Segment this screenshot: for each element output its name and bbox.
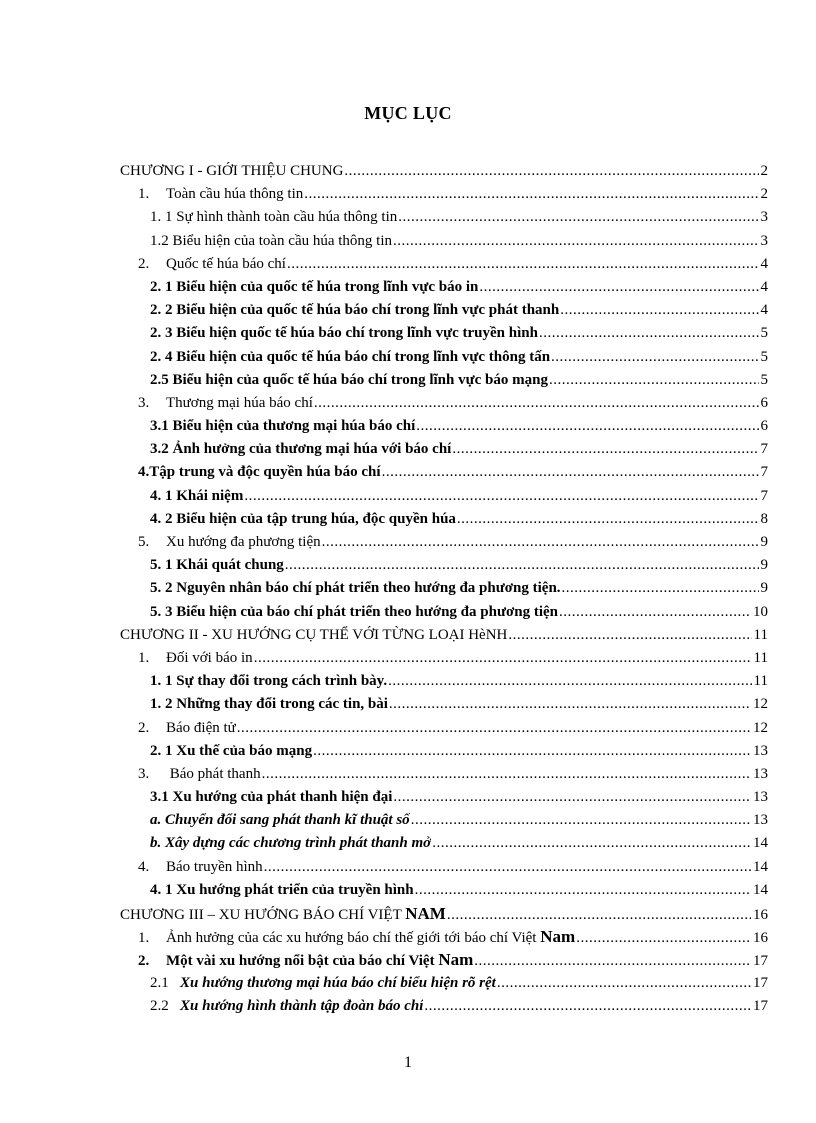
toc-entry[interactable] [120,856,768,879]
toc-entry[interactable] [120,647,768,670]
toc-entry-text: Báo truyền hình [166,858,263,875]
toc-page-number: 4 [760,278,768,295]
toc-entry[interactable] [120,693,768,716]
toc-dot-leader [508,624,751,647]
toc-page-number: 3 [760,232,768,249]
toc-page-number: 14 [753,858,768,875]
toc-dot-leader [576,927,751,948]
toc-entry-label [120,717,236,740]
toc-entry-label [120,948,473,971]
toc-entry-text: Ảnh hưởng của các xu hướng báo chí thế giới tới báo chí Việt [166,930,541,947]
toc-dot-leader [562,577,759,600]
toc-entry[interactable] [120,879,768,902]
toc-page-number: 7 [760,441,768,458]
toc-dot-leader [549,369,759,392]
toc-entry[interactable] [120,276,768,299]
toc-entry[interactable] [120,415,768,438]
toc-page-number: 16 [753,907,768,923]
toc-entry-label [120,624,507,647]
toc-entry-label [120,369,548,392]
toc-page-number: 13 [753,789,768,806]
toc-entry-text: Quốc tế húa báo chí [166,255,286,272]
toc-entry-text: Xu hướng hình thành tập đoàn báo chí [180,997,424,1014]
toc-dot-leader [447,904,751,925]
toc-entry[interactable] [120,508,768,531]
toc-entry-label [120,346,550,369]
toc-page-number: 7 [760,464,768,481]
toc-page-number: 4 [760,302,768,319]
toc-entry-number: 2.1 [150,974,169,991]
toc-dot-leader [452,438,758,461]
toc-entry-text: 1. 1 Sự hình thành toàn cầu húa thông tin [150,209,398,226]
toc-entry-text: 2. 2 Biểu hiện của quốc tế húa báo chí trong lĩnh vực phát thanh [150,302,560,319]
toc-dot-leader [424,995,751,1018]
toc-entry[interactable] [120,369,768,392]
toc-entry[interactable] [120,392,768,415]
toc-entry-label [120,554,284,577]
toc-dot-leader [264,856,751,879]
toc-entry[interactable] [120,809,768,832]
toc-entry[interactable] [120,670,768,693]
toc-entry-emphasis: Nam [540,927,576,947]
toc-entry-label [120,925,575,948]
toc-page-number: 12 [753,719,768,736]
toc-entry-text: 2.5 Biểu hiện của quốc tế húa báo chí trong lĩnh vực báo mạng [150,371,548,388]
toc-entry-number: 2.2 [150,997,169,1014]
toc-dot-leader [393,230,758,253]
toc-page-number: 13 [753,812,768,829]
toc-page-number: 5 [760,348,768,365]
toc-entry-text: b. Xây dựng các chương trình phát thanh mở [150,835,432,852]
toc-page-number: 17 [753,974,768,991]
toc-entry[interactable] [120,531,768,554]
toc-page-number: 8 [760,510,768,527]
toc-entry-text: 3.2 Ảnh hưởng của thương mại húa với báo chí [150,441,452,458]
toc-entry-text: CHƯƠNG I - GIỚI THIỆU CHUNG [120,163,344,179]
toc-entry-text: Xu hướng đa phương tiện [166,534,321,550]
toc-entry-text: 3.1 Biểu hiện của thương mại húa báo chí [150,418,416,435]
toc-entry-label [120,601,558,624]
toc-entry[interactable] [120,461,768,484]
toc-page-number: 9 [760,557,768,574]
toc-entry-label [120,740,312,763]
toc-entry-text: 2. 3 Biểu hiện quốc tế húa báo chí trong lĩnh vực truyền hình [150,325,538,342]
toc-dot-leader [314,392,759,415]
toc-dot-leader [457,508,759,531]
toc-entry[interactable] [120,322,768,345]
toc-entry-label [120,276,478,299]
toc-dot-leader [432,832,751,855]
toc-entry[interactable] [120,160,768,183]
toc-entry[interactable] [120,717,768,740]
toc-entry[interactable] [120,740,768,763]
toc-entry-label [120,786,392,809]
toc-page-number: 17 [753,953,768,970]
toc-dot-leader [415,879,751,902]
toc-dot-leader [416,415,758,438]
toc-dot-leader [389,693,751,716]
toc-entry[interactable] [120,438,768,461]
toc-dot-leader [304,183,758,206]
toc-dot-leader [497,972,751,995]
toc-entry-label [120,531,321,554]
page-number: 1 [404,1054,412,1071]
toc-dot-leader [287,253,759,276]
toc-entry-number: 4. [138,858,150,875]
toc-entry[interactable] [120,624,768,647]
toc-entry-label [120,160,343,183]
toc-page-number: 5 [760,325,768,342]
table-of-contents [120,160,768,1018]
toc-page-number: 11 [753,649,768,666]
toc-dot-leader [388,670,751,693]
toc-entry[interactable] [120,299,768,322]
toc-entry-number: 3. [138,394,150,411]
toc-entry-emphasis: NAM [405,904,446,923]
toc-entry-text: 5. 1 Khái quát chung [150,557,284,574]
toc-entry[interactable] [120,972,768,995]
toc-entry-text: a. Chuyển đổi sang phát thanh kĩ thuật số [150,812,410,829]
toc-entry[interactable] [120,601,768,624]
toc-entry-text: CHƯƠNG III – XU HƯỚNG BÁO CHÍ VIỆT [120,907,406,923]
toc-entry-label [120,253,286,276]
toc-dot-leader [244,485,758,508]
toc-entry[interactable] [120,902,768,925]
toc-dot-leader [551,346,758,369]
toc-entry-number: 2. [138,953,150,970]
toc-page-number: 5 [760,371,768,388]
toc-dot-leader [382,461,759,484]
toc-entry-label [120,647,253,670]
page-title: MỤC LỤC [364,103,452,123]
toc-page-number: 11 [753,673,768,690]
toc-entry-text: 2. 4 Biểu hiện của quốc tế húa báo chí trong lĩnh vực thông tấn [150,348,551,365]
toc-entry-text: Toàn cầu húa thông tin [166,186,304,203]
toc-entry-text: 2. 1 Biểu hiện của quốc tế húa trong lĩnh vực báo in [150,278,479,295]
toc-entry-text: 1. 2 Những thay đổi trong các tin, bài [150,696,388,713]
toc-page-number: 9 [760,534,768,550]
toc-entry[interactable] [120,786,768,809]
toc-entry-label [120,415,415,438]
toc-entry-label [120,299,559,322]
toc-dot-leader [393,786,751,809]
toc-dot-leader [560,299,758,322]
toc-entry[interactable] [120,253,768,276]
toc-entry-label [120,206,397,229]
toc-entry-number: 1. [138,186,150,203]
toc-page-number: 2 [760,163,768,179]
toc-page-number: 14 [753,881,768,898]
toc-entry-label [120,832,431,855]
toc-entry-text: Xu hướng thương mại húa báo chí biểu hiện rõ rệt [180,974,496,991]
toc-page-number: 16 [753,930,768,947]
toc-page-number: 2 [760,186,768,203]
toc-entry-emphasis: Nam [438,950,474,970]
toc-entry[interactable] [120,485,768,508]
toc-page-number: 14 [753,835,768,852]
toc-entry-label [120,230,392,253]
toc-dot-leader [262,763,751,786]
toc-entry[interactable] [120,206,768,229]
toc-dot-leader [559,601,751,624]
toc-entry[interactable] [120,763,768,786]
toc-dot-leader [322,531,759,554]
toc-entry-label [120,670,387,693]
toc-dot-leader [411,809,751,832]
toc-dot-leader [398,206,758,229]
toc-entry[interactable] [120,230,768,253]
toc-entry[interactable] [120,577,768,600]
toc-entry-label [120,485,243,508]
toc-entry-number: 1. [138,930,150,947]
toc-dot-leader [237,717,751,740]
toc-entry-text: Báo phát thanh [166,765,261,782]
toc-entry-label [120,392,313,415]
toc-page-number: 13 [753,765,768,782]
toc-entry-text: 4. 1 Xu hướng phát triển của truyền hình [150,881,414,898]
toc-entry[interactable] [120,832,768,855]
toc-page-number: 10 [753,603,768,620]
toc-dot-leader [285,554,759,577]
toc-entry-text: Báo điện tử [166,719,236,736]
toc-entry-label [120,809,410,832]
toc-entry-text: 4. 2 Biểu hiện của tập trung húa, độc quyền húa [150,510,456,527]
toc-entry-label [120,183,303,206]
toc-page-number: 6 [760,418,768,435]
toc-entry-text: Một vài xu hướng nổi bật của báo chí Việt [166,953,439,970]
toc-entry-text: 4.Tập trung và độc quyền húa báo chí [138,464,381,481]
toc-entry-label [120,461,381,484]
toc-dot-leader [474,950,751,971]
toc-page-number: 12 [753,696,768,713]
toc-entry-number: 1. [138,649,150,666]
toc-entry-label [120,508,456,531]
toc-entry-label [120,879,414,902]
toc-entry-label [120,856,263,879]
toc-entry-text: CHƯƠNG II - XU HƯỚNG CỤ THỂ VỚI TỪNG LOẠI HèNH [120,626,508,643]
toc-entry-label [120,693,388,716]
toc-entry-text: Đối với báo in [166,649,253,666]
toc-entry[interactable] [120,183,768,206]
toc-entry-text: 5. 2 Nguyên nhân báo chí phát triển theo hướng đa phương tiện. [150,580,561,597]
toc-page-number: 7 [760,487,768,504]
toc-entry[interactable] [120,948,768,971]
toc-dot-leader [344,160,758,183]
toc-page-number: 17 [753,997,768,1014]
toc-entry-number: 2. [138,719,150,736]
toc-entry-label [120,763,261,786]
toc-dot-leader [479,276,758,299]
toc-page-number: 9 [760,580,768,597]
toc-page-number: 13 [753,742,768,759]
toc-entry[interactable] [120,554,768,577]
toc-page-number: 3 [760,209,768,226]
toc-entry-number: 5. [138,534,150,550]
toc-dot-leader [254,647,752,670]
toc-entry-label [120,577,561,600]
toc-entry-label [120,322,538,345]
toc-entry-label [120,438,451,461]
toc-entry-text: Thương mại húa báo chí [166,394,313,411]
toc-page-number: 6 [760,394,768,411]
toc-entry-text: 5. 3 Biểu hiện của báo chí phát triển theo hướng đa phương tiện [150,603,559,620]
toc-dot-leader [539,322,759,345]
toc-entry-text: 1.2 Biểu hiện của toàn cầu húa thông tin [150,232,393,249]
toc-dot-leader [313,740,751,763]
toc-entry-label [120,902,446,925]
toc-entry[interactable] [120,346,768,369]
toc-entry-label [120,972,496,995]
toc-entry-label [120,995,423,1018]
toc-page-number: 11 [753,626,768,643]
toc-entry-text: 1. 1 Sự thay đổi trong cách trình bày. [150,673,388,690]
toc-entry-text: 2. 1 Xu thế của báo mạng [150,742,313,759]
toc-entry[interactable] [120,925,768,948]
toc-entry-number: 3. [138,765,150,782]
toc-entry-text: 4. 1 Khái niệm [150,487,244,504]
toc-entry-number: 2. [138,255,150,272]
toc-page-number: 4 [760,255,768,272]
toc-entry[interactable] [120,995,768,1018]
toc-entry-text: 3.1 Xu hướng của phát thanh hiện đại [150,789,393,806]
